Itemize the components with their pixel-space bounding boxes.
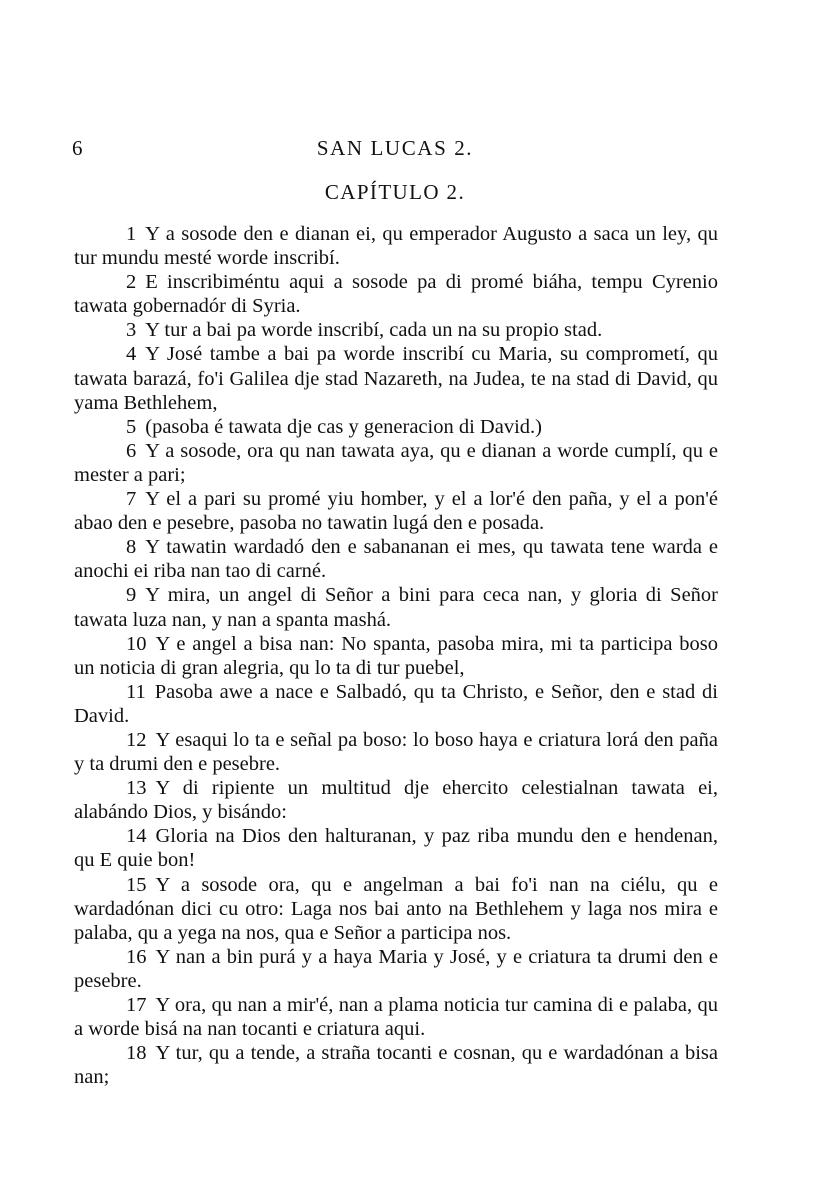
verse-number: 13 <box>126 777 147 800</box>
verse-text: Y e angel a bisa nan: No spanta, pasoba mira, mi ta participa boso un noticia di gran alegria, qu lo ta di tur puebel, <box>74 632 718 679</box>
verse-number: 7 <box>126 488 137 511</box>
verse-15 <box>74 873 718 945</box>
verse-12 <box>74 728 718 776</box>
verse-text: Y el a pari su promé yiu homber, y el a lor'é den paña, y el a pon'é abao den e pesebre, pasoba no tawatin lugá den e posada. <box>74 488 718 535</box>
verse-6 <box>74 439 718 487</box>
verse-number: 14 <box>126 825 147 848</box>
verse-text: Y tawatin wardadó den e sabananan ei mes, qu tawata tene warda e anochi ei riba nan tao di carné. <box>74 536 718 583</box>
verse-number: 2 <box>126 271 137 294</box>
verse-text: E inscribiméntu aqui a sosode pa di promé biáha, tempu Cyrenio tawata gobernadór di Syria. <box>74 271 718 318</box>
verse-text: Y José tambe a bai pa worde inscribí cu Maria, su comprometí, qu tawata barazá, fo'i Galilea dje stad Nazareth, na Judea, te na stad di David, qu yama Bethlehem, <box>74 343 718 414</box>
verse-text: Y a sosode, ora qu nan tawata aya, qu e dianan a worde cumplí, qu e mester a pari; <box>74 439 718 486</box>
verse-text: Gloria na Dios den halturanan, y paz riba mundu den e hendenan, qu E quie bon! <box>74 825 718 872</box>
verse-list <box>74 222 718 1089</box>
verse-number: 10 <box>126 632 147 655</box>
verse-number: 4 <box>126 343 137 366</box>
verse-13 <box>74 776 718 824</box>
verse-text: Y a sosode den e dianan ei, qu emperador Augusto a saca un ley, qu tur mundu mesté worde inscribí. <box>74 223 718 270</box>
verse-number: 9 <box>126 584 137 607</box>
verse-number: 12 <box>126 728 147 751</box>
verse-5 <box>74 415 718 439</box>
verse-1 <box>74 222 718 270</box>
verse-10 <box>74 632 718 680</box>
verse-text: Pasoba awe a nace e Salbadó, qu ta Christo, e Señor, den e stad di David. <box>74 680 718 727</box>
verse-17 <box>74 993 718 1041</box>
verse-11 <box>74 680 718 728</box>
verse-text: (pasoba é tawata dje cas y generacion di David.) <box>145 415 542 438</box>
verse-number: 3 <box>126 319 137 342</box>
verse-8 <box>74 535 718 583</box>
verse-number: 5 <box>126 415 137 438</box>
verse-9 <box>74 583 718 631</box>
running-head: SAN LUCAS 2. <box>316 136 474 160</box>
verse-14 <box>74 824 718 872</box>
verse-text: Y mira, un angel di Señor a bini para ceca nan, y gloria di Señor tawata luza nan, y nan a spanta mashá. <box>74 584 718 631</box>
verse-number: 1 <box>126 223 137 245</box>
verse-number: 17 <box>126 994 147 1016</box>
verse-number: 18 <box>126 1042 147 1065</box>
verse-18 <box>74 1041 718 1089</box>
verse-text: Y esaqui lo ta e señal pa boso: lo boso haya e criatura lorá den paña y ta drumi den e pesebre. <box>74 728 718 776</box>
chapter-title: CAPÍTULO 2. <box>324 180 466 204</box>
verse-4 <box>74 342 718 414</box>
verse-text: Y a sosode ora, qu e angelman a bai fo'i nan na ciélu, qu e wardadónan dici cu otro: Laga nos bai anto na Bethlehem y laga nos mira e palaba, qu a yega na nos, qua e Señor a participa nos. <box>74 873 718 944</box>
verse-number: 6 <box>126 439 137 462</box>
verse-number: 11 <box>126 680 146 703</box>
verse-3 <box>74 318 718 342</box>
page-number: 6 <box>72 136 83 160</box>
verse-text: Y tur, qu a tende, a straña tocanti e cosnan, qu e wardadónan a bisa nan; <box>74 1042 718 1089</box>
page-header <box>72 136 718 164</box>
verse-7 <box>74 487 718 535</box>
verse-16 <box>74 945 718 993</box>
verse-number: 16 <box>126 945 147 968</box>
verse-text: Y ora, qu nan a mir'é, nan a plama noticia tur camina di e palaba, qu a worde bisá na nan tocanti e criatura aqui. <box>74 994 718 1041</box>
verse-text: Y di ripiente un multitud dje ehercito celestialnan tawata ei, alabándo Dios, y bisándo: <box>74 777 718 824</box>
verse-number: 15 <box>126 873 147 896</box>
verse-2 <box>74 270 718 318</box>
verse-text: Y nan a bin purá y a haya Maria y José, y e criatura ta drumi den e pesebre. <box>74 945 718 992</box>
verse-number: 8 <box>126 536 137 559</box>
verse-text: Y tur a bai pa worde inscribí, cada un na su propio stad. <box>145 319 603 342</box>
